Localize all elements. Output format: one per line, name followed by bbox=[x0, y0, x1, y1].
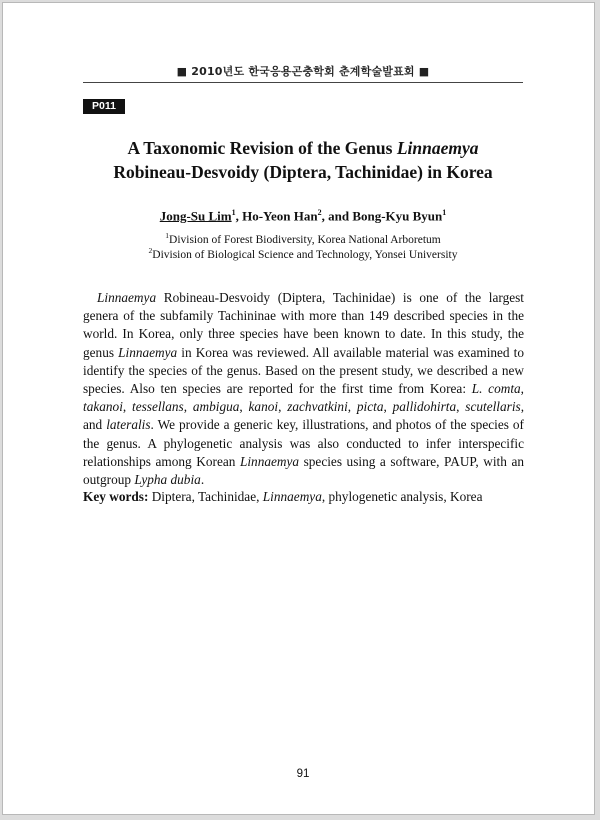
author-3-name: Bong-Kyu Byun bbox=[352, 208, 443, 224]
abstract-seg: . We provide a generic key, illustrations, and photos of the species of the genus. A phylogenetic analysis was also conducted to infer interspecific relationships among Korean bbox=[83, 417, 524, 469]
page-number: 91 bbox=[296, 768, 310, 780]
affiliation-1-mark: 1 bbox=[165, 231, 170, 240]
header-rule bbox=[83, 82, 523, 83]
abstract-seg: . bbox=[200, 472, 205, 488]
author-2-name: Ho-Yeon Han bbox=[242, 208, 318, 224]
abstract-seg: , bbox=[520, 381, 524, 397]
affiliation-1 bbox=[63, 231, 543, 246]
keywords-seg: , phylogenetic analysis, Korea bbox=[321, 489, 483, 504]
running-header: ■ 2010년도 한국응용곤충학회 춘계학술발표회 ■ bbox=[176, 65, 430, 78]
abstract-seg: , bbox=[383, 399, 393, 415]
affiliation-1-text: Division of Forest Biodiversity, Korea National Arboretum bbox=[169, 233, 441, 246]
abstract-seg: Lypha dubia bbox=[134, 472, 201, 488]
abstract-seg: , bbox=[239, 399, 249, 415]
paper-title bbox=[63, 136, 543, 184]
affiliation-2-mark: 2 bbox=[148, 246, 153, 255]
abstract-seg: picta bbox=[356, 399, 384, 415]
abstract-seg: Linnaemya bbox=[97, 290, 157, 305]
keywords-seg: Linnaemya bbox=[262, 489, 322, 504]
abstract-seg: , bbox=[278, 399, 288, 415]
abstract-seg: takanoi bbox=[83, 399, 123, 415]
abstract-seg: , and bbox=[83, 399, 525, 433]
abstract-seg: ambigua bbox=[192, 399, 240, 415]
author-2-affil: 2 bbox=[317, 208, 322, 217]
abstract-seg: kanoi bbox=[248, 399, 279, 415]
abstract-seg: , bbox=[456, 399, 466, 415]
affiliation-2 bbox=[63, 246, 543, 261]
affiliation-2-text: Division of Biological Science and Technology, Yonsei University bbox=[152, 248, 458, 261]
abstract-seg: in Korea was reviewed. All available material was examined to identify the species of the genus. Based on the present study, we described a new species. Also ten species are reported for the first time from Korea: bbox=[83, 344, 524, 397]
abstract-seg: lateralis bbox=[106, 417, 151, 433]
abstract-paragraph bbox=[83, 289, 524, 489]
keywords bbox=[83, 488, 524, 506]
abstract-seg: pallidohirta bbox=[392, 399, 457, 415]
author-list bbox=[63, 208, 543, 224]
title-genus: Linnaemya bbox=[396, 138, 479, 158]
abstract-seg: , bbox=[183, 399, 193, 415]
author-sep-2: , and bbox=[321, 208, 353, 224]
abstract-seg: , bbox=[122, 399, 133, 415]
abstract-seg: species using a software, PAUP, with an outgroup bbox=[83, 453, 524, 488]
abstract-seg: tessellans bbox=[132, 399, 184, 415]
abstract-seg: zachvatkini bbox=[287, 399, 348, 415]
abstract-seg: Linnaemya bbox=[239, 453, 300, 469]
abstract-seg: Linnaemya bbox=[118, 344, 178, 360]
author-sep-1: , bbox=[235, 208, 243, 224]
abstract-seg: scutellaris bbox=[465, 399, 521, 415]
abstract-seg: Robineau-Desvoidy (Diptera, Tachinidae) is one of the largest genera of the subfamily Tachininae with more than 149 described species in the world. In Korea, only three species have been known to date. In this study, the genus bbox=[83, 290, 524, 360]
author-3-affil: 1 bbox=[442, 208, 447, 217]
abstract-seg: L. comta bbox=[471, 381, 521, 397]
document-page bbox=[2, 2, 595, 815]
author-1-affil: 1 bbox=[231, 208, 236, 217]
keywords-seg: Diptera, Tachinidae, bbox=[148, 489, 263, 504]
author-1-name: Jong-Su Lim bbox=[159, 208, 232, 224]
title-line1-text: A Taxonomic Revision of the Genus bbox=[127, 138, 397, 158]
keywords-label: Key words: bbox=[83, 489, 149, 504]
title-line2: Robineau-Desvoidy (Diptera, Tachinidae) in Korea bbox=[113, 162, 493, 182]
poster-id-badge: P011 bbox=[83, 99, 125, 114]
abstract-seg: , bbox=[347, 399, 357, 415]
